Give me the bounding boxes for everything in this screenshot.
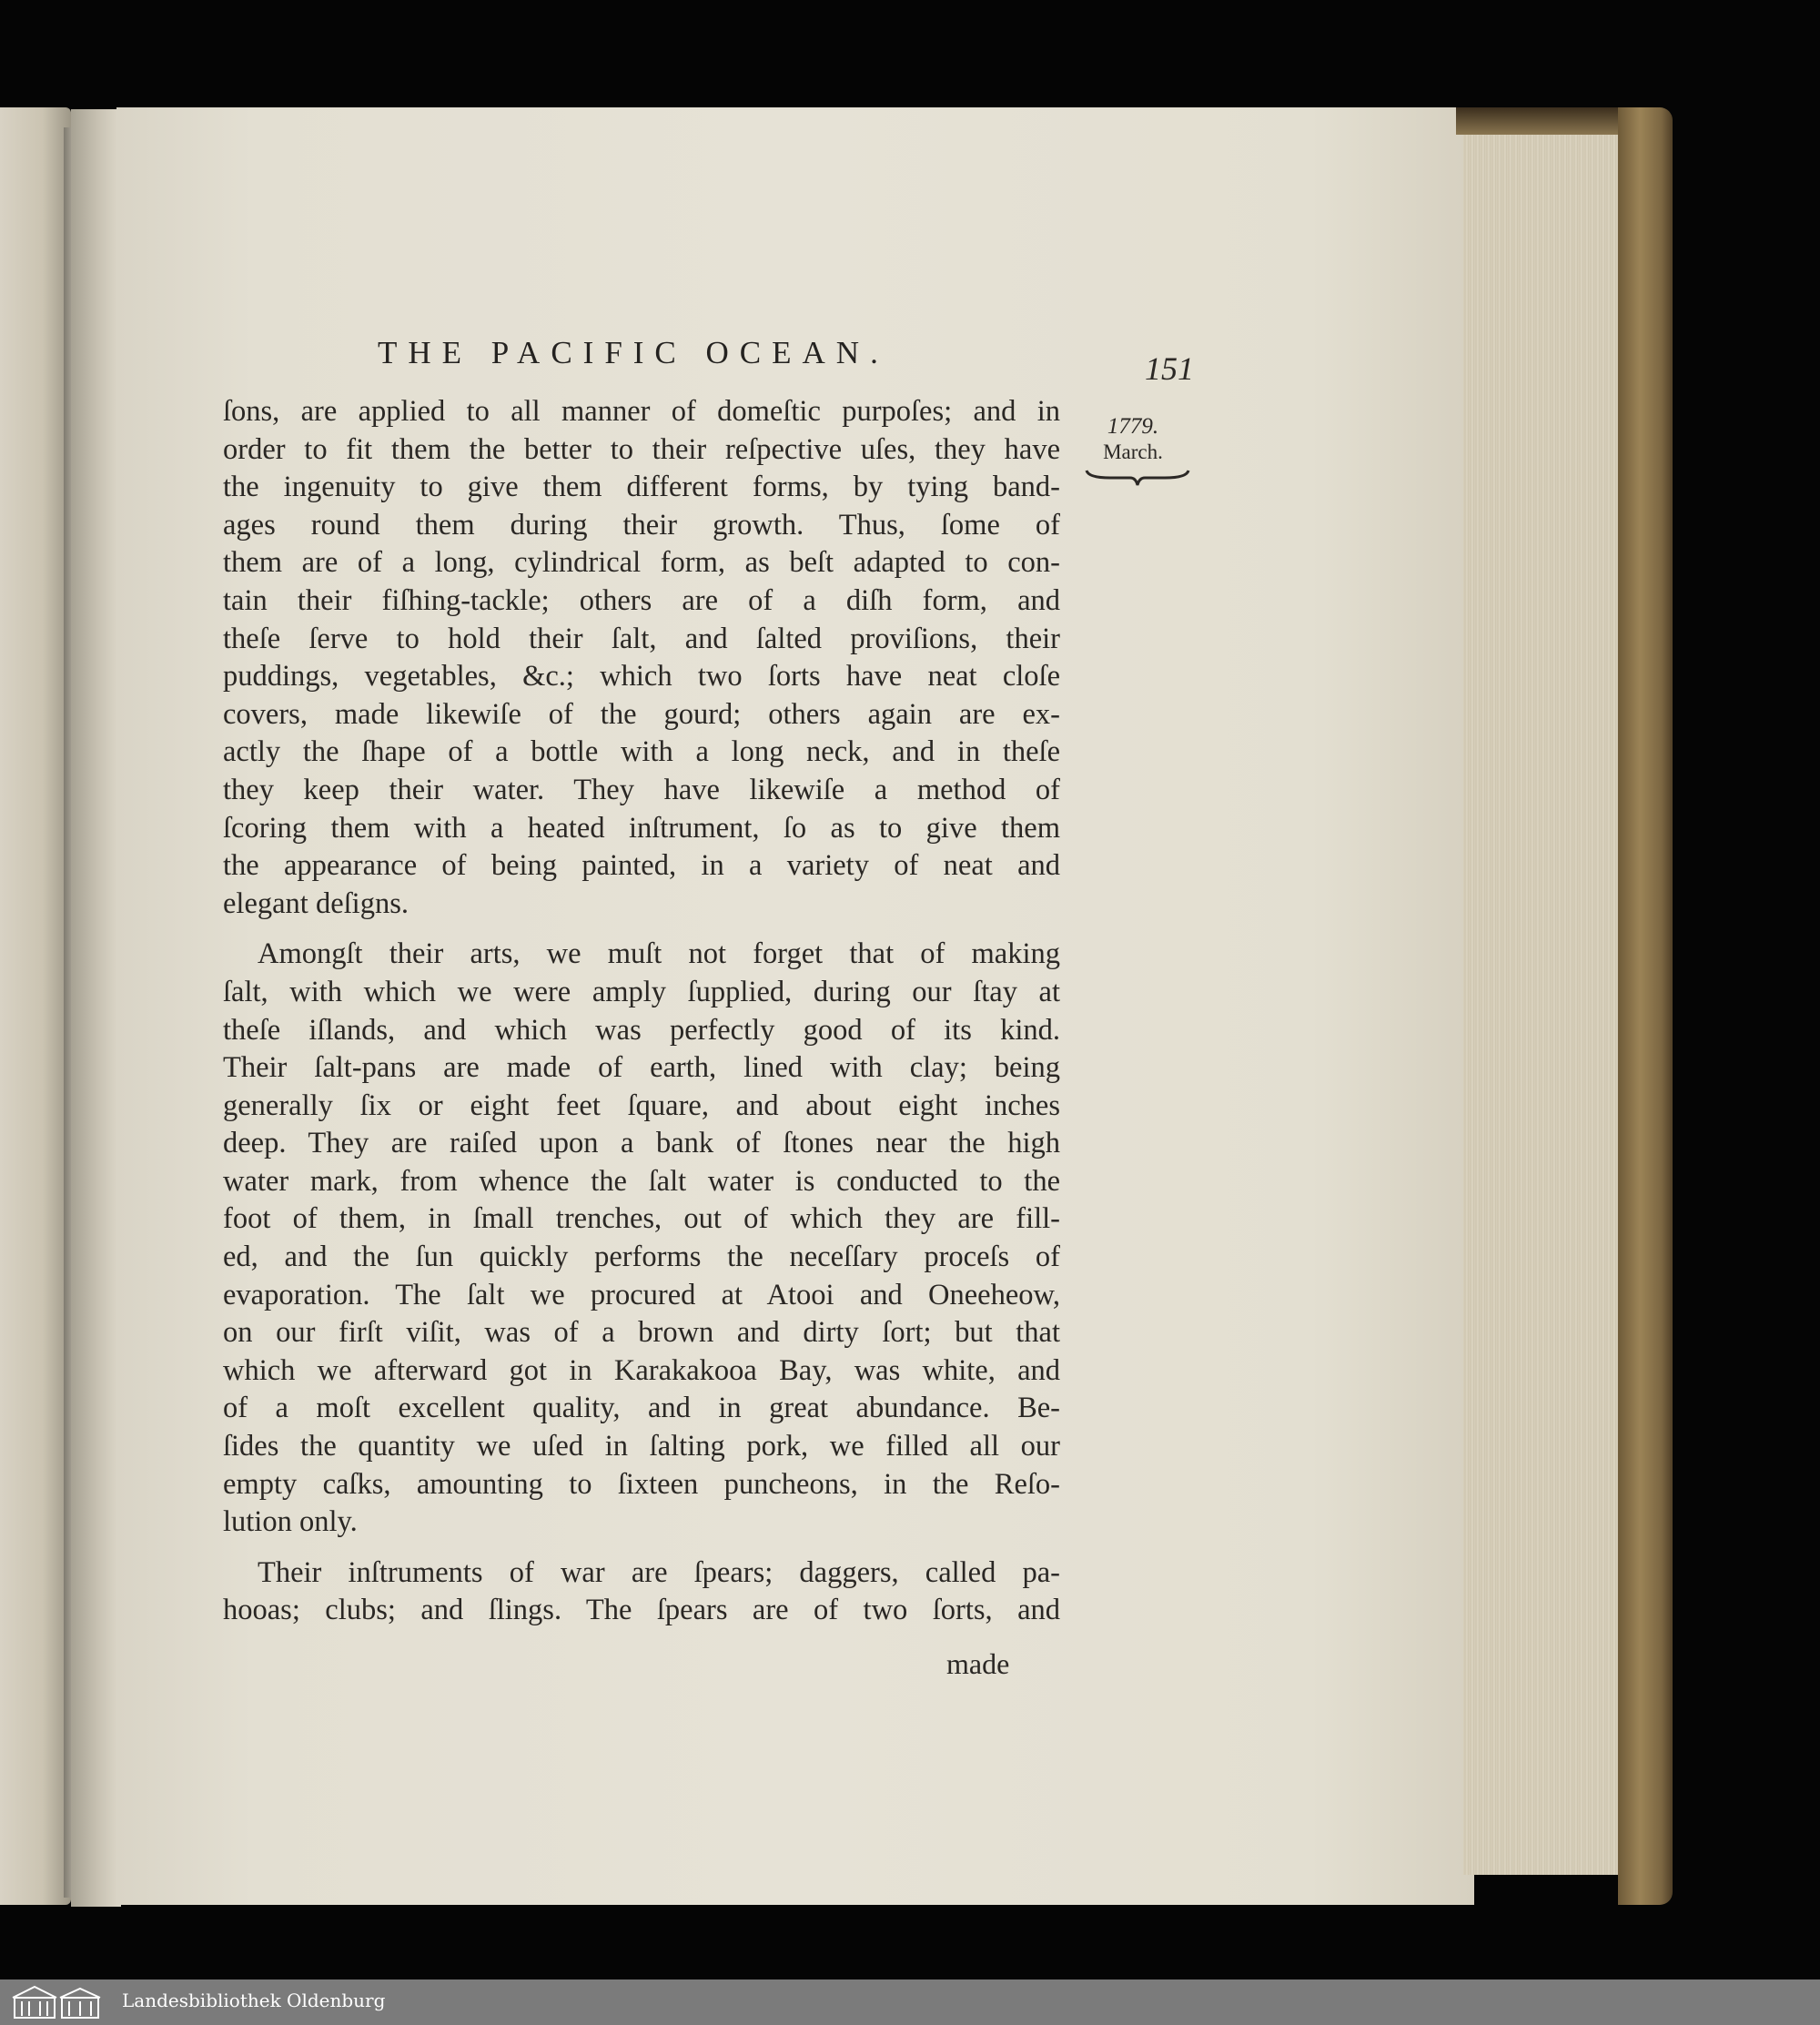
text-line: foot of them, in ſmall trenches, out of which they are fill- [223, 1202, 1060, 1236]
paragraph [223, 936, 1060, 1542]
text-line: ed, and the ſun quickly performs the neceſſary proceſs of [223, 1240, 1060, 1274]
text-line: the appearance of being painted, in a variety of neat and [223, 849, 1060, 883]
brace-icon [1083, 467, 1192, 487]
text-line: on our firſt viſit, was of a brown and dirty ſort; but that [223, 1316, 1060, 1350]
catchword: made [946, 1647, 1010, 1680]
text-line: evaporation. The ſalt we procured at Atooi and Oneeheow, [223, 1278, 1060, 1311]
text-line: Amongſt their arts, we muſt not forget that of making [258, 937, 1060, 971]
paragraph [223, 1554, 1060, 1630]
page-number: 151 [1145, 350, 1194, 387]
text-line: of a moſt excellent quality, and in great abundance. Be- [223, 1392, 1060, 1425]
text-line: which we afterward got in Karakakooa Bay, was white, and [223, 1353, 1060, 1387]
text-line: order to fit them the better to their reſpective uſes, they have [223, 432, 1060, 466]
body-text [223, 393, 1060, 1630]
text-line: Their ſalt-pans are made of earth, lined with clay; being [223, 1051, 1060, 1085]
text-line: ſalt, with which we were amply ſupplied, during our ſtay at [223, 975, 1060, 1008]
text-line: they keep their water. They have likewiſe a method of [223, 773, 1060, 806]
text-line: water mark, from whence the ſalt water is conducted to the [223, 1164, 1060, 1198]
page-fore-edge [1463, 114, 1638, 1875]
text-line: elegant deſigns. [223, 886, 409, 920]
running-head: THE PACIFIC OCEAN. [378, 335, 889, 370]
text-line: generally ſix or eight feet ſquare, and about eight inches [223, 1088, 1060, 1122]
book-gutter [71, 109, 121, 1907]
text-line: theſe ſerve to hold their ſalt, and ſalted proviſions, their [223, 622, 1060, 655]
text-line: lution only. [223, 1505, 358, 1539]
text-line: Their inſtruments of war are ſpears; daggers, called pa- [258, 1555, 1060, 1589]
text-line: hooas; clubs; and ſlings. The ſpears are of two ſorts, and [223, 1594, 1060, 1627]
text-line: tain their fiſhing-tackle; others are of a diſh form, and [223, 583, 1060, 617]
text-line: ſcoring them with a heated inſtrument, ſo as to give them [223, 811, 1060, 845]
left-facing-page [0, 107, 71, 1905]
text-line: the ingenuity to give them different forms, by tying band- [223, 471, 1060, 504]
text-line: empty caſks, amounting to ſixteen puncheons, in the Reſo- [223, 1467, 1060, 1501]
text-line: deep. They are raiſed upon a bank of ſtones near the high [223, 1127, 1060, 1160]
text-line: ſides the quantity we uſed in ſalting pork, we filled all our [223, 1430, 1060, 1463]
text-line: them are of a long, cylindrical form, as beſt adapted to con- [223, 546, 1060, 580]
text-line: theſe iſlands, and which was perfectly good of its kind. [223, 1013, 1060, 1047]
margin-note [1083, 414, 1183, 487]
text-line: actly the ſhape of a bottle with a long neck, and in theſe [223, 735, 1060, 769]
text-line: covers, made likewiſe of the gourd; others again are ex- [223, 697, 1060, 731]
margin-note-month: March. [1103, 440, 1163, 463]
paragraph [223, 393, 1060, 923]
margin-note-year: 1779. [1107, 414, 1159, 439]
library-name: Landesbibliothek Oldenburg [122, 1990, 386, 2011]
footer-bar [0, 1979, 1820, 2025]
text-line: puddings, vegetables, &c.; which two ſorts have neat cloſe [223, 660, 1060, 694]
cover-top-edge [1456, 107, 1638, 135]
book-cover-edge [1618, 107, 1673, 1905]
library-building-logo-icon [9, 1983, 111, 2021]
text-line: ages round them during their growth. Thus, ſome of [223, 508, 1060, 542]
text-line: ſons, are applied to all manner of domeſtic purpoſes; and in [223, 395, 1060, 428]
